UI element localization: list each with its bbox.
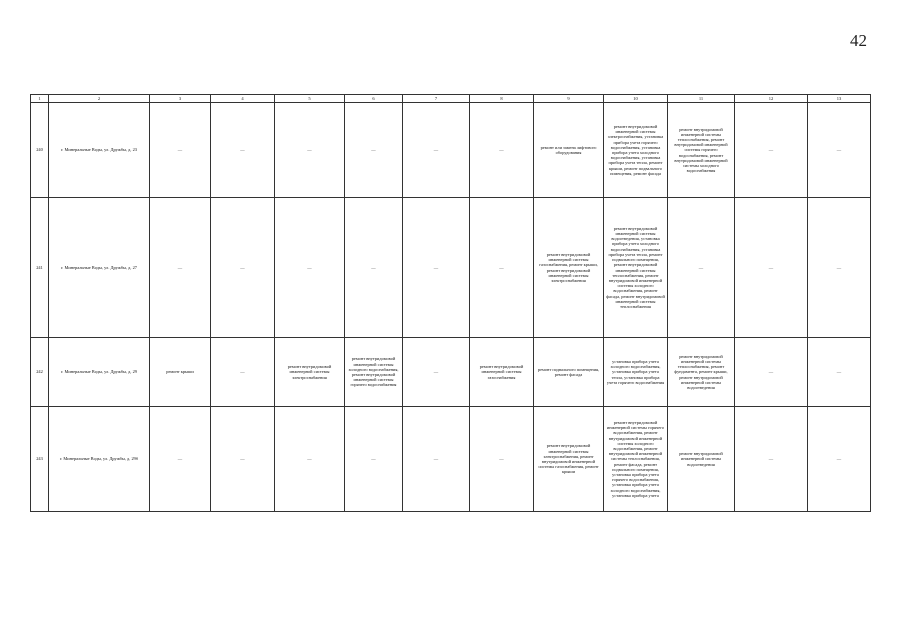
column-number-row [31, 95, 871, 103]
table-cell: ремонт крыши [150, 338, 211, 407]
column-header: 1 [31, 95, 49, 103]
column-header: 3 [150, 95, 211, 103]
table-cell: ремонт внутридомовой инженерной системы электроснабжения, ремонт внутридомовой инженерной системы газоснабжения, ремонт крыши [534, 407, 604, 512]
table-cell: ремонт внутридомовой инженерной системы газоснабжения [470, 338, 534, 407]
table-row [31, 103, 871, 198]
table-cell: — [403, 407, 470, 512]
column-header: 11 [668, 95, 735, 103]
column-header: 12 [735, 95, 808, 103]
table-cell: — [345, 103, 403, 198]
table-cell: — [345, 407, 403, 512]
table-cell: — [211, 338, 275, 407]
column-header: 8 [470, 95, 534, 103]
table-cell: — [735, 198, 808, 338]
table-cell: — [403, 198, 470, 338]
table-cell: установка прибора учета холодного водоснабжения, установка прибора учета тепла, установка прибора учета горячего водоснабжения [604, 338, 668, 407]
table-cell: — [808, 407, 871, 512]
table-cell: — [211, 103, 275, 198]
table-cell: ремонт внутридомовой инженерной системы теплоснабжения, ремонт фундамента, ремонт крыши, ремонт внутридомовой инженерной системы водоотведения [668, 338, 735, 407]
table-cell: — [470, 198, 534, 338]
table-cell: — [150, 407, 211, 512]
table-cell: — [735, 103, 808, 198]
table-cell: ремонт внутридомовой инженерной системы холодного водоснабжения, ремонт внутридомовой инженерной системы горячего водоснабжения [345, 338, 403, 407]
table-cell: — [668, 198, 735, 338]
column-header: 6 [345, 95, 403, 103]
table-cell: — [808, 338, 871, 407]
column-header: 2 [49, 95, 150, 103]
table-cell: — [808, 198, 871, 338]
table-cell: ремонт подвального помещения, ремонт фасада [534, 338, 604, 407]
table-cell: — [275, 103, 345, 198]
page-number: 42 [850, 31, 867, 50]
column-header: 10 [604, 95, 668, 103]
row-number: 242 [31, 338, 49, 407]
table-cell: ремонт внутридомовой инженерной системы газоснабжения, ремонт крыши, ремонт внутридомовой инженерной системы электроснабжения [534, 198, 604, 338]
row-number: 243 [31, 407, 49, 512]
table-row [31, 198, 871, 338]
table-cell: — [470, 103, 534, 198]
column-header: 13 [808, 95, 871, 103]
table-cell: — [345, 198, 403, 338]
column-header: 7 [403, 95, 470, 103]
row-number: 241 [31, 198, 49, 338]
table-cell: — [403, 338, 470, 407]
table-cell: ремонт внутридомовой инженерной системы теплоснабжения, ремонт внутридомовой инженерной системы горячего водоснабжения, ремонт внутридомовой инженерной системы холодного водоснабжения [668, 103, 735, 198]
table-cell: — [275, 407, 345, 512]
table-cell: ремонт внутридомовой инженерной системы электроснабжения [275, 338, 345, 407]
table-cell: ремонт внутридомовой инженерной системы водоотведения, установка прибора учета холодного водоснабжения, установка прибора учета тепла, ремонт подвального помещения, ремонт внутридомовой инженерной системы теплоснабжения, ремонт внутридомовой инженерной системы холодного водоснабжения, ремонт фасада, ремонт внутридомовой инженерной системы теплоснабжения [604, 198, 668, 338]
table-cell: — [735, 407, 808, 512]
address-cell: г. Минеральные Воды, ул. Дружбы, д. 27 [49, 198, 150, 338]
table-row [31, 338, 871, 407]
table-cell: — [735, 338, 808, 407]
table-cell: — [808, 103, 871, 198]
table-cell: ремонт внутридомовой инженерной системы горячего водоснабжения, ремонт внутридомовой инженерной системы холодного водоснабжения, ремонт внутридомовой инженерной системы теплоснабжения, ремонт фасада, ремонт подвального помещения, установка прибора учета горячего водоснабжения, установка прибора учета холодного водоснабжения, установка прибора учета [604, 407, 668, 512]
row-number: 240 [31, 103, 49, 198]
table-cell: — [275, 198, 345, 338]
table-cell: — [211, 407, 275, 512]
column-header: 5 [275, 95, 345, 103]
table-cell: — [150, 198, 211, 338]
address-cell: г. Минеральные Воды, ул. Дружбы, д. 23 [49, 103, 150, 198]
repair-schedule-table [30, 94, 871, 512]
address-cell: г. Минеральные Воды, ул. Дружбы, д. 29 [49, 338, 150, 407]
table-cell: — [470, 407, 534, 512]
table-cell: — [403, 103, 470, 198]
table-cell: ремонт или замена лифтового оборудования [534, 103, 604, 198]
table-cell: — [150, 103, 211, 198]
column-header: 9 [534, 95, 604, 103]
table-row [31, 407, 871, 512]
column-header: 4 [211, 95, 275, 103]
address-cell: г. Минеральные Воды, ул. Дружбы, д. 29б [49, 407, 150, 512]
table-cell: ремонт внутридомовой инженерной системы электроснабжения, установка прибора учета горячего водоснабжения, установка прибора учета холодного водоснабжения, установка прибора учета тепла, ремонт крыши, ремонт подвального помещения, ремонт фасада [604, 103, 668, 198]
table-cell: ремонт внутридомовой инженерной системы водоотведения [668, 407, 735, 512]
table-cell: — [211, 198, 275, 338]
